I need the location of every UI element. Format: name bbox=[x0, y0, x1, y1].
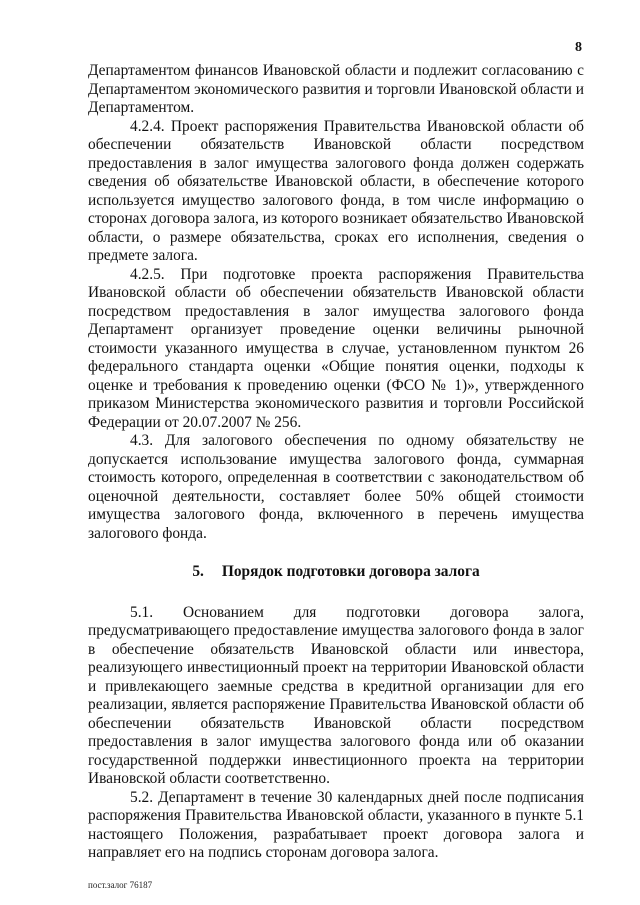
paragraph-4-2-4: 4.2.4. Проект распоряжения Правительства Ивановской области об обеспечении обязательств Ивановской области посредством предоставления в залог имущества залогового фонда должен содержать сведения об обязательстве Ивановской области, в обеспечение которого используется имущество залогового фонда, в том числе информацию о сторонах договора залога, из которого возникает обязательство Ивановской области, о размере обязательства, сроках его исполнения, сведения о предмете залога. bbox=[88, 117, 584, 264]
document-body bbox=[88, 62, 584, 863]
section-5-heading bbox=[88, 563, 584, 582]
section-5-title: Порядок подготовки договора залога bbox=[221, 563, 480, 580]
paragraph-4-2-5: 4.2.5. При подготовке проекта распоряжения Правительства Ивановской области об обеспечении обязательств Ивановской области посредством предоставления в залог имущества залогового фонда Департамент организует проведение оценки величины рыночной стоимости указанного имущества в случае, установленном пунктом 26 федерального стандарта оценки «Общие понятия оценки, подходы к оценке и требования к проведению оценки (ФСО № 1)», утвержденного приказом Министерства экономического развития и торговли Российской Федерации от 20.07.2007 № 256. bbox=[88, 265, 584, 431]
section-5-number: 5. bbox=[192, 563, 204, 580]
page-number: 8 bbox=[575, 40, 582, 55]
paragraph-intro: Департаментом финансов Ивановской области и подлежит согласованию с Департаментом экономического развития и торговли Ивановской области и Департаментом. bbox=[88, 62, 584, 116]
paragraph-5-1: 5.1. Основанием для подготовки договора залога, предусматривающего предоставление имущества залогового фонда в залог в обеспечение обязательств Ивановской области или инвестора, реализующего инвестиционный проект на территории Ивановской области и привлекающего заемные средства в кредитной организации для его реализации, является распоряжение Правительства Ивановской области об обеспечении обязательств Ивановской области посредством предоставления в залог имущества залогового фонда или об оказании государственной поддержки инвестиционного проекта на территории Ивановской области соответственно. bbox=[88, 603, 584, 787]
paragraph-4-3: 4.3. Для залогового обеспечения по одному обязательству не допускается использование имущества залогового фонда, суммарная стоимость которого, определенная в соответствии с законодательством об оценочной деятельности, составляет более 50% общей стоимости имущества залогового фонда, включенного в перечень имущества залогового фонда. bbox=[88, 432, 584, 542]
page-footer: пост.залог 76187 bbox=[88, 880, 153, 890]
paragraph-5-2: 5.2. Департамент в течение 30 календарных дней после подписания распоряжения Правительства Ивановской области, указанного в пункте 5.1 настоящего Положения, разрабатывает проект договора залога и направляет его на подпись сторонам договора залога. bbox=[88, 788, 584, 861]
